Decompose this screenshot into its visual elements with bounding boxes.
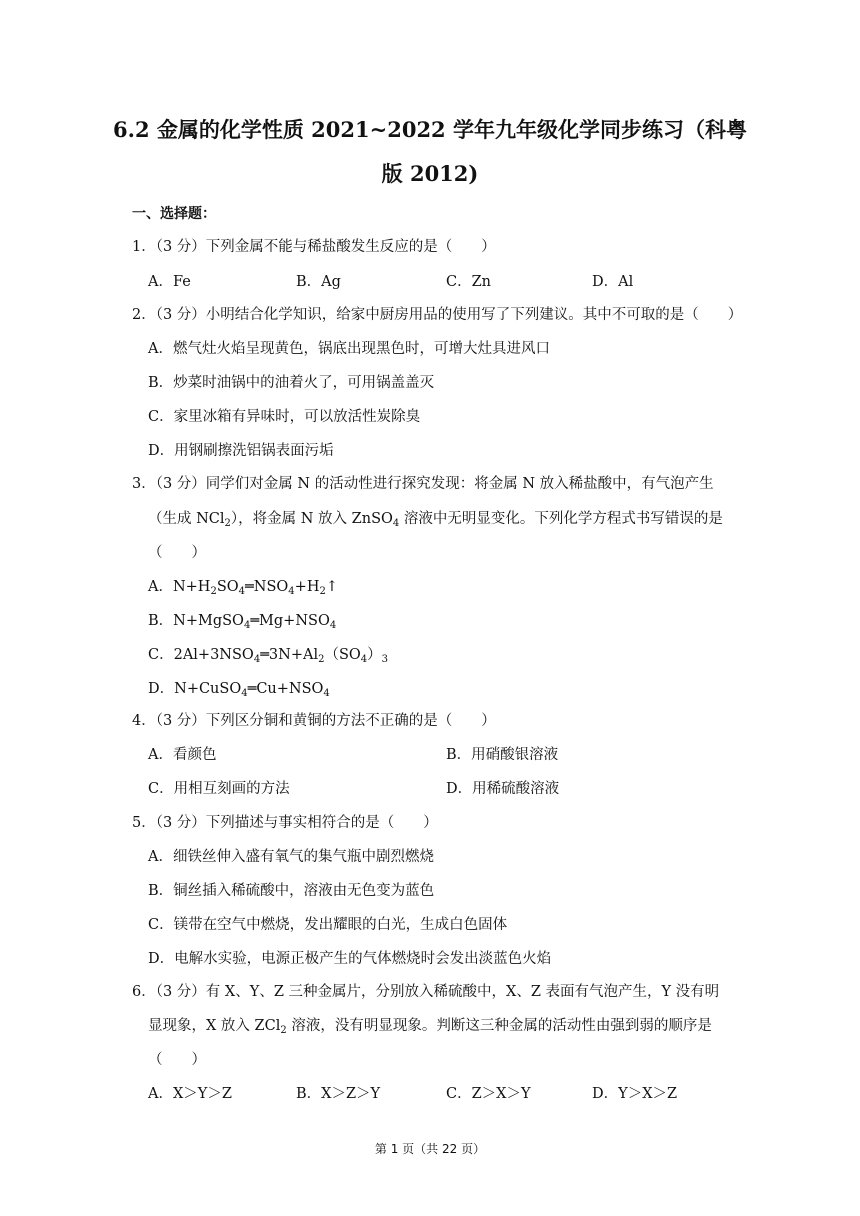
q3-option-c bbox=[148, 643, 388, 664]
q6-option-c: C．Z＞X＞Y bbox=[446, 1086, 531, 1102]
formula-text: SO bbox=[216, 579, 239, 595]
q2-option-b: B．炒菜时油锅中的油着火了，可用锅盖盖灭 bbox=[148, 375, 435, 391]
formula-subscript: 3 bbox=[381, 654, 389, 665]
formula-text: ） bbox=[367, 647, 382, 663]
q6-stem-line-2 bbox=[148, 1014, 712, 1035]
q4-option-c: C．用相互刻画的方法 bbox=[148, 781, 290, 797]
q5-stem: 5．（3 分）下列描述与事实相符合的是（ ） bbox=[132, 815, 438, 831]
q6-option-a: A．X＞Y＞Z bbox=[148, 1086, 232, 1102]
title-line-1: 6.2 金属的化学性质 2021~2022 学年九年级化学同步练习（科粤 bbox=[113, 117, 747, 142]
formula-text: ═NSO bbox=[245, 579, 289, 595]
formula-subscript: 4 bbox=[253, 654, 261, 665]
title-line-2: 版 2012) bbox=[381, 161, 479, 186]
q1-option-a: A．Fe bbox=[148, 274, 191, 290]
formula-text: （SO bbox=[324, 647, 361, 663]
formula-text: ═3N+Al bbox=[260, 647, 319, 663]
q2-option-a: A．燃气灶火焰呈现黄色，锅底出现黑色时，可增大灶具进风口 bbox=[148, 341, 550, 357]
q4-option-b: B．用硝酸银溶液 bbox=[446, 747, 559, 763]
document-title bbox=[90, 108, 770, 196]
q6-sub: 2 bbox=[280, 1025, 287, 1036]
q1-option-b: B．Ag bbox=[296, 274, 341, 290]
q1-option-d: D．Al bbox=[592, 274, 634, 290]
q2-stem: 2．（3 分）小明结合化学知识，给家中厨房用品的使用写了下列建议。其中不可取的是（ ） bbox=[132, 307, 743, 323]
formula-text: D．N+CuSO bbox=[148, 681, 242, 697]
formula-subscript: 4 bbox=[360, 654, 368, 665]
q1-stem: 1．（3 分）下列金属不能与稀盐酸发生反应的是（ ） bbox=[132, 239, 496, 255]
formula-text: A．N+H bbox=[148, 579, 211, 595]
formula-text: ═Mg+NSO bbox=[250, 613, 330, 629]
q6-stem-line-3: （ ） bbox=[148, 1052, 206, 1068]
formula-text: +H bbox=[294, 579, 320, 595]
q6-text: 显现象，X 放入 ZCl bbox=[148, 1018, 281, 1034]
q3-stem-line-3: （ ） bbox=[148, 545, 206, 561]
q6-option-b: B．X＞Z＞Y bbox=[296, 1086, 381, 1102]
formula-text: ↑ bbox=[325, 579, 338, 595]
q3-text: （生成 NCl bbox=[148, 511, 225, 527]
q6-stem-line-1: 6．（3 分）有 X、Y、Z 三种金属片，分别放入稀硫酸中，X、Z 表面有气泡产生，Y 没有明 bbox=[132, 984, 720, 1000]
formula-subscript: 2 bbox=[319, 586, 326, 597]
q3-stem-line-2 bbox=[148, 507, 723, 528]
section-heading: 一、选择题： bbox=[132, 206, 216, 222]
q3-option-b bbox=[148, 609, 336, 630]
formula-text: B．N+MgSO bbox=[148, 613, 244, 629]
q3-text: 溶液中无明显变化。下列化学方程式书写错误的是 bbox=[399, 511, 723, 527]
q5-option-c: C．镁带在空气中燃烧，发出耀眼的白光，生成白色固体 bbox=[148, 917, 508, 933]
q6-option-d: D．Y＞X＞Z bbox=[592, 1086, 678, 1102]
q5-option-a: A．细铁丝伸入盛有氧气的集气瓶中剧烈燃烧 bbox=[148, 849, 434, 865]
q2-option-d: D．用钢刷擦洗铝锅表面污垢 bbox=[148, 443, 334, 459]
q2-option-c: C．家里冰箱有异味时，可以放活性炭除臭 bbox=[148, 409, 421, 425]
q4-stem: 4．（3 分）下列区分铜和黄铜的方法不正确的是（ ） bbox=[132, 713, 496, 729]
page-footer: 第 1 页（共 22 页） bbox=[374, 1142, 486, 1156]
q3-stem-line-1: 3．（3 分）同学们对金属 N 的活动性进行探究发现：将金属 N 放入稀盐酸中，有气泡产生 bbox=[132, 476, 714, 492]
formula-subscript: 4 bbox=[288, 586, 295, 597]
formula-subscript: 4 bbox=[238, 586, 246, 597]
formula-subscript: 2 bbox=[210, 586, 217, 597]
formula-subscript: 2 bbox=[318, 654, 325, 665]
formula-subscript: 4 bbox=[323, 688, 330, 699]
q3-sub: 4 bbox=[392, 518, 400, 529]
q3-option-d bbox=[148, 677, 330, 698]
q5-option-b: B．铜丝插入稀硫酸中，溶液由无色变为蓝色 bbox=[148, 883, 435, 899]
q5-option-d: D．电解水实验，电源正极产生的气体燃烧时会发出淡蓝色火焰 bbox=[148, 951, 552, 967]
q4-option-d: D．用稀硫酸溶液 bbox=[446, 781, 560, 797]
formula-text: C．2Al+3NSO bbox=[148, 647, 254, 663]
q3-text: ），将金属 N 放入 ZnSO bbox=[230, 511, 393, 527]
formula-subscript: 4 bbox=[329, 620, 337, 631]
formula-text: ═Cu+NSO bbox=[247, 681, 324, 697]
q4-option-a: A．看颜色 bbox=[148, 747, 217, 763]
formula-subscript: 4 bbox=[243, 620, 251, 631]
q3-sub: 2 bbox=[224, 518, 231, 529]
formula-subscript: 4 bbox=[241, 688, 248, 699]
q3-option-a bbox=[148, 575, 338, 596]
q1-option-c: C．Zn bbox=[446, 274, 492, 290]
q6-text: 溶液，没有明显现象。判断这三种金属的活动性由强到弱的顺序是 bbox=[286, 1018, 712, 1034]
